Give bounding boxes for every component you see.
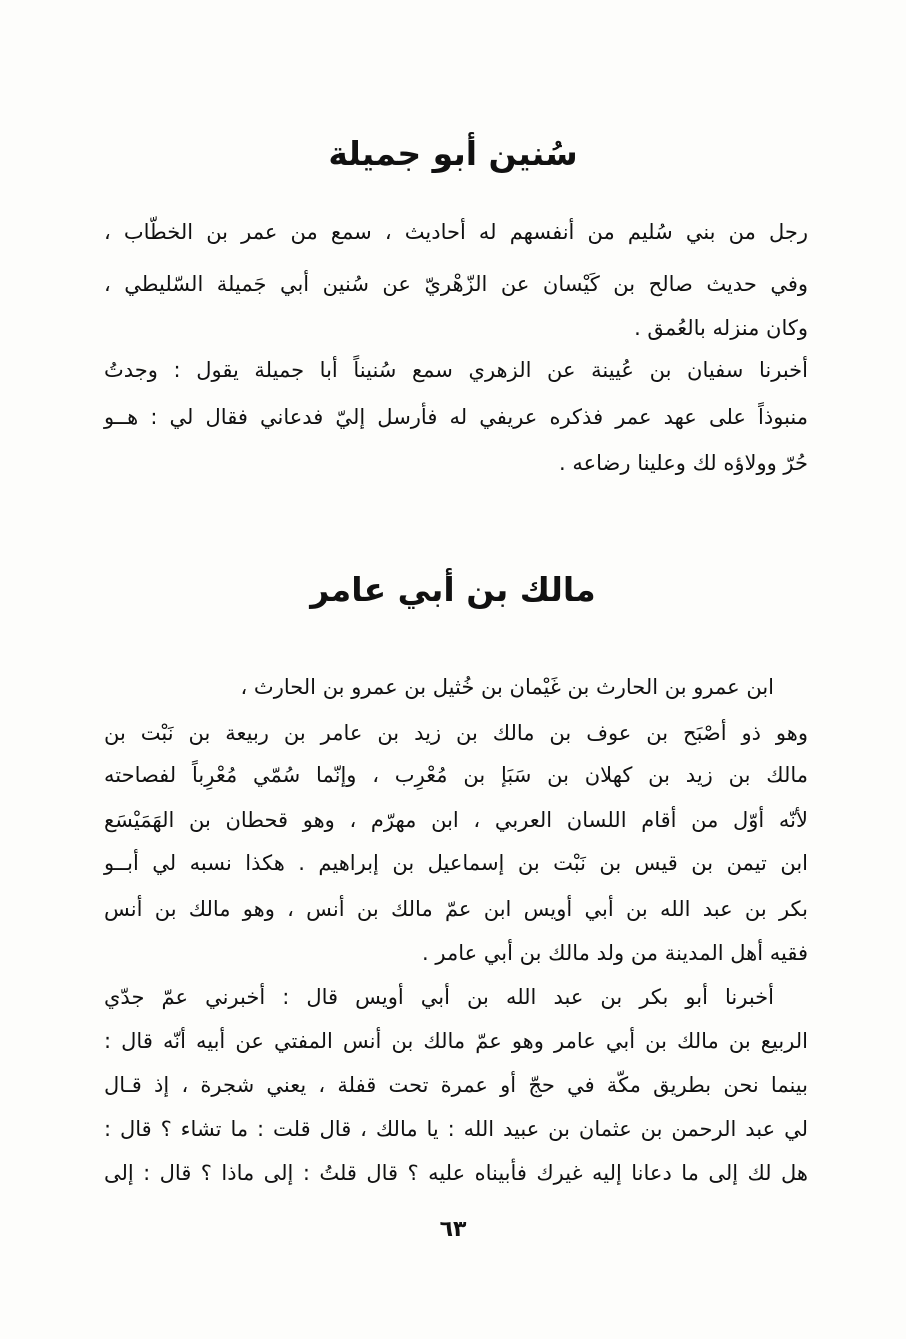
text-line: لأنّه أوّل من أقام اللسان العربي ، ابن مهرّم ، وهو قحطان بن الهَمَيْسَع [104, 808, 808, 832]
page-number: ٦٣ [439, 1217, 467, 1242]
text-line: فقيه أهل المدينة من ولد مالك بن أبي عامر . [422, 941, 808, 965]
text-line: وهو ذو أصْبَح بن عوف بن مالك بن زيد بن عامر بن ربيعة بن نَبْت بن [104, 721, 808, 745]
text-line: بكر بن عبد الله بن أبي أويس ابن عمّ مالك بن أنس ، وهو مالك بن أنس [104, 897, 808, 921]
section-title-sunayn-abu-jamila: سُنين أبو جميلة [328, 134, 578, 173]
text-line: وفي حديث صالح بن كَيْسان عن الزّهْريّ عن سُنين أبي جَميلة السّليطي ، [104, 272, 808, 296]
text-line: بينما نحن بطريق مكّة في حجّ أو عمرة تحت قفلة ، يعني شجرة ، إذ قـال [104, 1073, 808, 1097]
text-line: لي عبد الرحمن بن عثمان بن عبيد الله : يا مالك ، قال قلت : ما تشاء ؟ قال : [104, 1117, 808, 1141]
text-line: وكان منزله بالعُمق . [634, 316, 808, 340]
text-line: أخبرنا أبو بكر بن عبد الله بن أبي أويس قال : أخبرني عمّ جدّي [104, 985, 774, 1009]
text-line: رجل من بني سُليم من أنفسهم له أحاديث ، سمع من عمر بن الخطّاب ، [104, 220, 808, 244]
text-line: ابن عمرو بن الحارث بن غَيْمان بن خُثيل بن عمرو بن الحارث ، [240, 675, 774, 699]
section-title-malik-ibn-abi-amir: مالك بن أبي عامر [310, 570, 596, 609]
text-line: الربيع بن مالك بن أبي عامر وهو عمّ مالك بن أنس المفتي عن أبيه أنّه قال : [104, 1029, 808, 1053]
text-line: هل لك إلى ما دعانا إليه غيرك فأبيناه عليه ؟ قال قلتُ : إلى ماذا ؟ قال : إلى [104, 1161, 808, 1185]
text-line: ابن تيمن بن قيس بن نَبْت بن إسماعيل بن إبراهيم . هكذا نسبه لي أبــو [104, 851, 808, 875]
text-line: منبوذاً على عهد عمر فذكره عريفي له فأرسل إليّ فدعاني فقال لي : هــو [104, 405, 808, 429]
text-line: حُرّ وولاؤه لك وعلينا رضاعه . [559, 451, 808, 475]
text-line: مالك بن زيد بن كهلان بن سَبَإ بن مُعْرِب ، وإنّما سُمّي مُعْرِباً لفصاحته [104, 763, 808, 787]
text-line: أخبرنا سفيان بن عُيينة عن الزهري سمع سُنيناً أبا جميلة يقول : وجدتُ [104, 358, 808, 382]
